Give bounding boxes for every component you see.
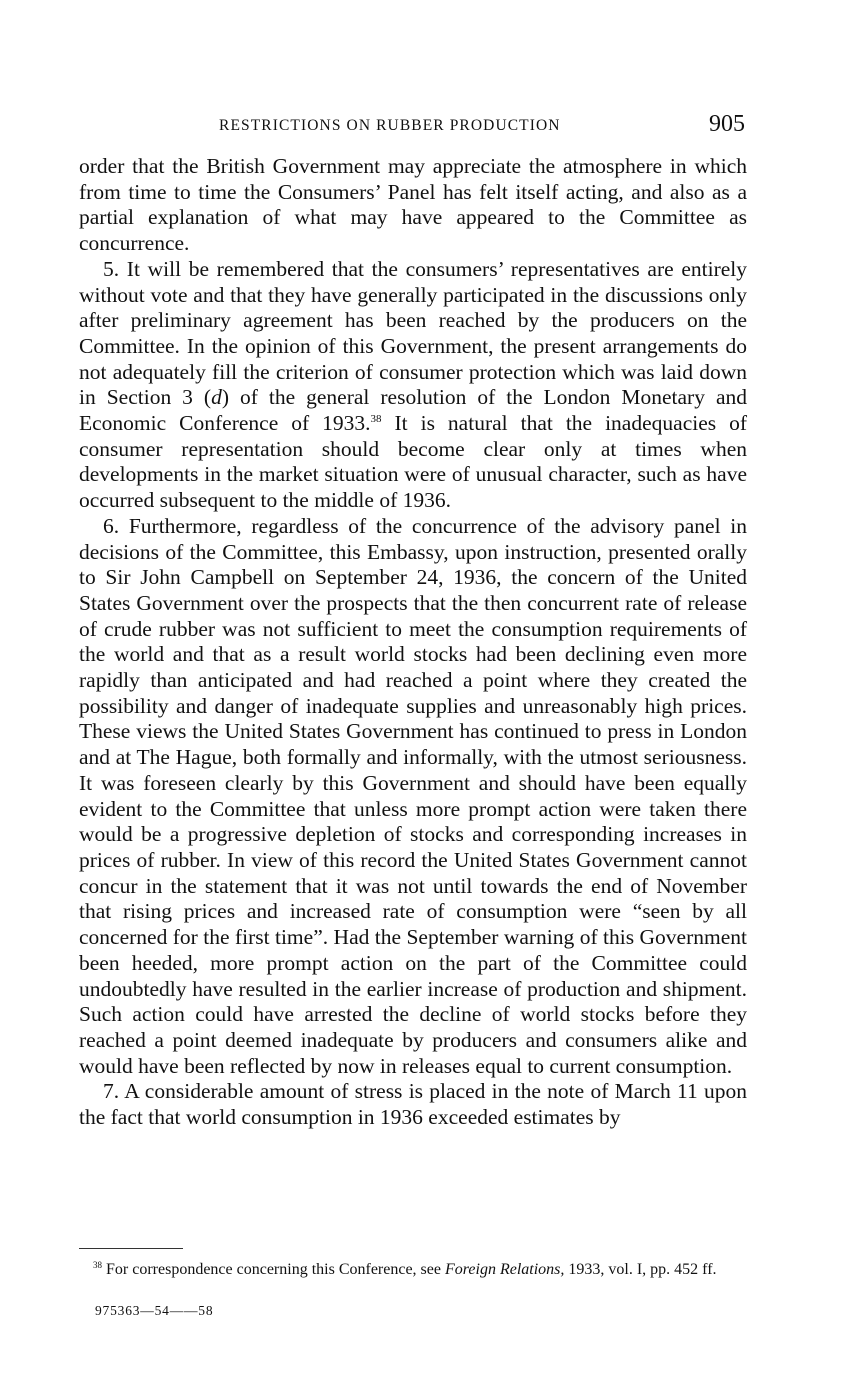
section-letter: d <box>211 385 222 410</box>
paragraph-5-part-c: It is natural that the inadequacies of consumer representation should become clear only at times when developments in the market situation were of unusual character, such as have occurred subsequent to the middle of 1936. <box>79 411 748 513</box>
footnote-text-a: For correspondence concerning this Conference, see <box>102 1261 445 1278</box>
running-head <box>79 111 747 141</box>
footnote-divider <box>79 1248 183 1249</box>
footnote-source: Foreign Relations, <box>444 1261 565 1278</box>
footnote-number: 38 <box>93 1260 102 1270</box>
footnote <box>79 1261 747 1279</box>
paragraph-6: 6. Furthermore, regardless of the concurrence of the advisory panel in decisions of the Committee, this Embassy, upon instruction, presented orally to Sir John Campbell on September 24, 1936, the concern of the United States Government over the prospects that the then concurrent rate of release of crude rubber was not sufficient to meet the consumption requirements of the world and that as a result world stocks had been declining even more rapidly than anticipated and had reached a point where they created the possibility and danger of inadequate supplies and unreasonably high prices. These views the United States Government has continued to press in London and at The Hague, both formally and informally, with the utmost seriousness. It was foreseen clearly by this Government and should have been equally evident to the Committee that unless more prompt action were taken there would be a progressive depletion of stocks and corresponding increases in prices of rubber. In view of this record the United States Government cannot concur in the statement that it was not until towards the end of November that rising prices and increased rate of consumption were “seen by all concerned for the first time”. Had the September warning of this Government been heeded, more prompt action on the part of the Committee could undoubtedly have resulted in the earlier increase of production and shipment. Such action could have arrested the decline of world stocks before they reached a point deemed inadequate by producers and consumers alike and would have been reflected by now in releases equal to current consumption. <box>79 513 747 1078</box>
paragraph-5 <box>79 257 747 514</box>
paragraph-7: 7. A considerable amount of stress is placed in the note of March 11 upon the fact that world consumption in 1936 exceeded estimates by <box>79 1079 747 1130</box>
footnote-text-b: 1933, vol. I, pp. 452 ff. <box>564 1261 717 1278</box>
footnote-reference: 38 <box>370 413 382 426</box>
running-title: RESTRICTIONS ON RUBBER PRODUCTION <box>219 117 561 134</box>
print-code: 975363—54——58 <box>95 1303 214 1318</box>
body-text <box>79 154 747 1131</box>
page-number: 905 <box>709 111 745 137</box>
paragraph-continued: order that the British Government may appreciate the atmosphere in which from time to time the Consumers’ Panel has felt itself acting, and also as a partial explanation of what may have appeared to the Committee as concurrence. <box>79 154 747 256</box>
paragraph-5-part-a: 5. It will be remembered that the consumers’ representatives are entirely without vote and that they have generally participated in the discussions only after preliminary agreement has been reached by the producers on the Committee. In the opinion of this Government, the present arrangements do not adequately fill the criterion of consumer protection which was laid down in Section 3 ( <box>79 256 747 410</box>
paragraph-5-part-b: ) of the general resolution of the London Monetary and Economic Conference of 1933. <box>79 385 747 436</box>
